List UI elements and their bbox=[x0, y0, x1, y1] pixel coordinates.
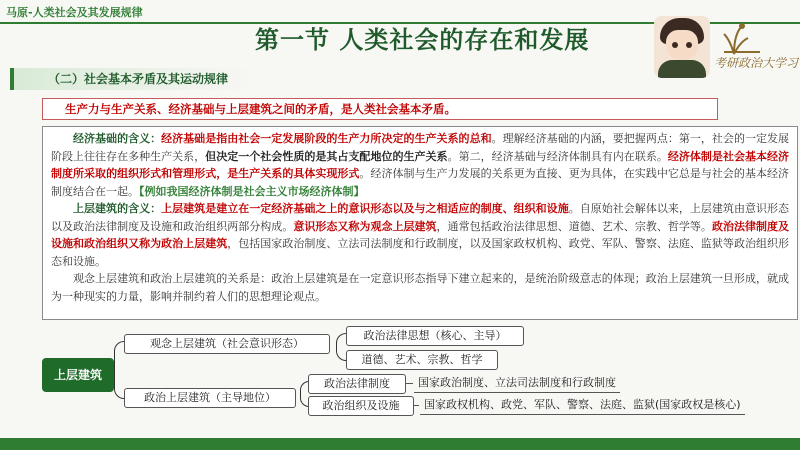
term-superstructure: 上层建筑的含义： bbox=[73, 202, 162, 215]
section-heading: （二）社会基本矛盾及其运动规律 bbox=[10, 68, 250, 90]
def-superstructure: 上层建筑是建立在一定经济基础之上的意识形态以及与之相适应的制度、组织和设施 bbox=[161, 202, 569, 215]
leaf-legal-system-detail: 国家政治制度、立法司法制度和行政制度 bbox=[414, 374, 620, 393]
paragraph-relationship bbox=[51, 270, 789, 305]
connector bbox=[413, 405, 419, 406]
def-ideological-superstructure: 意识形态又称为观念上层建筑 bbox=[293, 219, 437, 233]
logo-emblem-icon bbox=[716, 20, 788, 56]
def-political-superstructure: 政治法律制度及设施和政治组织又称为政治上层建筑 bbox=[51, 219, 790, 250]
logo-text: 考研政治大学习 bbox=[714, 56, 799, 70]
page-title: 第一节 人类社会的存在和发展 bbox=[255, 25, 590, 54]
text: 观念上层建筑和政治上层建筑的关系是：政治上层建筑是在一定意识形态指导下建立起来的，是统治阶级意志的体现；政治上层建筑一旦形成，就成为一种现实的力量，影响并制约着人们的思想理论观点。 bbox=[51, 272, 789, 303]
def-economic-system: 经济体制是社会基本经济制度所采取的组织形式和管理形式，是生产关系的具体实现形式 bbox=[51, 149, 790, 180]
sub-organizations: 政治组织及设施 bbox=[308, 396, 414, 416]
text: ，包括国家政治制度、立法司法制度和行政制度，以及国家政权机构、政党、军队、警察、法庭、监狱等政治组织形态和设施。 bbox=[51, 237, 790, 268]
text: 。理解经济基础的内涵，要把握两点：第一，社会的一定发展阶段上往往存在多种生产关系， bbox=[51, 132, 790, 163]
diagram-root: 上层建筑 bbox=[42, 358, 114, 392]
term-economic-base: 经济基础的含义： bbox=[73, 132, 162, 145]
leaf-organizations-detail: 国家政权机构、政党、军队、警察、法庭、监狱(国家政权是核心) bbox=[420, 396, 745, 415]
leaf-political-legal-thought: 政治法律思想（核心、主导） bbox=[346, 326, 524, 346]
thesis-box: 生产力与生产关系、经济基础与上层建筑之间的矛盾，是人类社会基本矛盾。 bbox=[42, 98, 718, 120]
def-economic-base: 经济基础是指由社会一定发展阶段的生产力所决定的生产关系的总和 bbox=[161, 132, 492, 145]
text: 。自原始社会解体以来，上层建筑由意识形态以及政治法律制度及设施和政治组织两部分构成。 bbox=[51, 202, 790, 233]
course-label: 马原-人类社会及其发展规律 bbox=[6, 6, 143, 19]
text: 。第二，经济基础与经济体制具有内在联系。 bbox=[447, 149, 668, 163]
branch-ideological: 观念上层建筑（社会意识形态） bbox=[124, 334, 330, 354]
paragraph-economic-base bbox=[51, 130, 789, 200]
brand-logo bbox=[654, 16, 799, 78]
main-text-box bbox=[42, 126, 798, 320]
branch-political: 政治上层建筑（主导地位） bbox=[124, 388, 296, 408]
text: ，通常包括政治法律思想、道德、艺术、宗教、哲学等。 bbox=[436, 219, 712, 233]
bottom-bar bbox=[0, 438, 800, 450]
connector bbox=[405, 383, 413, 384]
emphasis: 但决定一个社会性质的是其占支配地位的生产关系 bbox=[205, 149, 448, 163]
leaf-morality-art: 道德、艺术、宗教、哲学 bbox=[346, 350, 498, 370]
example-note: 【例如我国经济体制是社会主义市场经济体制】 bbox=[139, 184, 365, 198]
avatar bbox=[654, 16, 710, 78]
paragraph-superstructure bbox=[51, 200, 789, 270]
sub-legal-system: 政治法律制度 bbox=[308, 374, 406, 394]
text: 。经济体制与生产力发展的关系更为直接、更为具体，在实践中它总是与社会的基本经济制度结合在一起。 bbox=[51, 167, 789, 198]
